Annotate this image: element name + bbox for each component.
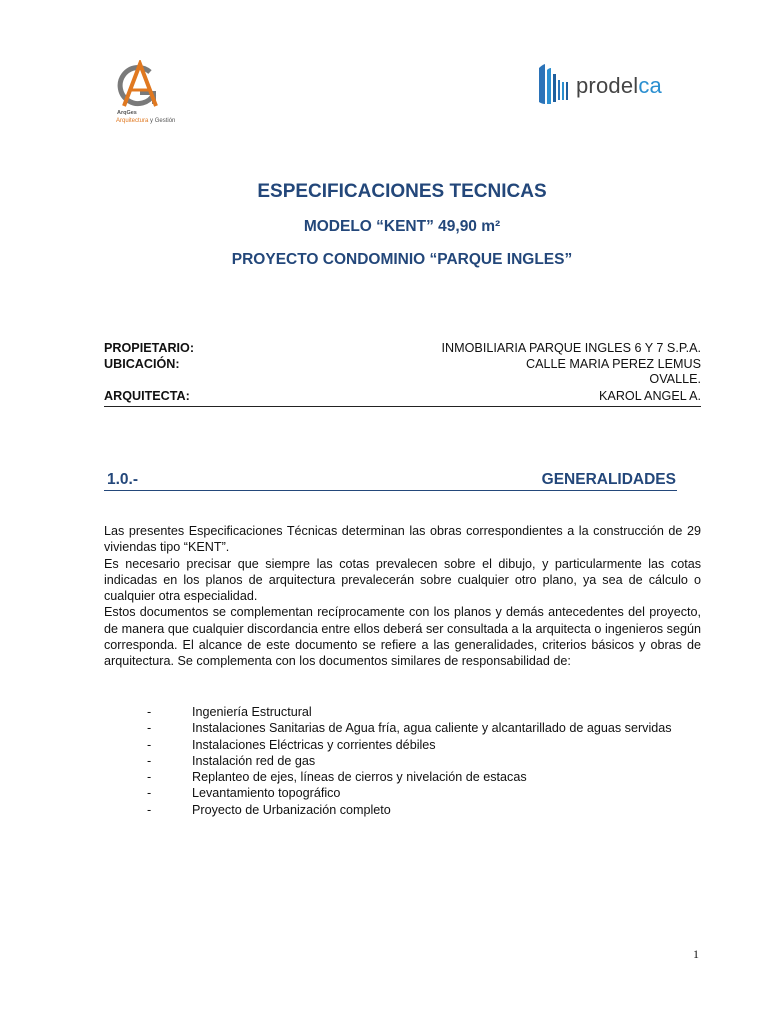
list-item bbox=[104, 753, 701, 769]
model-title: MODELO “KENT” 49,90 m² bbox=[303, 218, 501, 235]
list-item bbox=[104, 769, 701, 785]
info-row-architect bbox=[104, 389, 701, 407]
location-label: UBICACIÓN: bbox=[104, 356, 180, 371]
list-bullet: - bbox=[147, 705, 152, 719]
section-number: 1.0.- bbox=[107, 471, 139, 488]
location-value-line1: CALLE MARIA PEREZ LEMUS bbox=[526, 356, 701, 371]
prodelca-wordmark bbox=[576, 73, 662, 99]
arqges-logo bbox=[110, 60, 190, 135]
owner-label: PROPIETARIO: bbox=[104, 341, 195, 355]
prodelca-wordmark-a: prodel bbox=[576, 73, 639, 98]
list-item-text: Levantamiento topográfico bbox=[192, 786, 341, 801]
list-bullet: - bbox=[147, 786, 152, 801]
list-item-text: Proyecto de Urbanización completo bbox=[192, 802, 391, 817]
section-title: GENERALIDADES bbox=[541, 471, 676, 488]
list-bullet: - bbox=[147, 721, 152, 736]
list-item-text: Instalaciones Eléctricas y corrientes débiles bbox=[192, 737, 436, 752]
list-bullet: - bbox=[147, 802, 152, 817]
document-title: ESPECIFICACIONES TECNICAS bbox=[257, 181, 547, 202]
location-value-line2: OVALLE. bbox=[649, 372, 701, 386]
arqges-tagline bbox=[116, 118, 175, 124]
project-title: PROYECTO CONDOMINIO “PARQUE INGLES” bbox=[231, 251, 573, 268]
list-item-text: Replanteo de ejes, líneas de cierros y nivelación de estacas bbox=[192, 770, 527, 785]
list-item bbox=[104, 737, 701, 753]
info-row-location bbox=[104, 357, 701, 389]
page-number: 1 bbox=[693, 947, 699, 961]
architect-value: KAROL ANGEL A. bbox=[599, 388, 701, 403]
list-item bbox=[104, 720, 701, 736]
prodelca-bars-icon bbox=[536, 62, 574, 106]
list-item-text: Ingeniería Estructural bbox=[192, 705, 312, 719]
list-bullet: - bbox=[147, 753, 152, 768]
section-body bbox=[104, 523, 701, 670]
list-bullet: - bbox=[147, 770, 152, 785]
responsibility-list bbox=[104, 704, 701, 818]
list-item bbox=[104, 704, 701, 720]
list-bullet: - bbox=[147, 737, 152, 752]
prodelca-logo bbox=[536, 60, 686, 108]
arqges-tagline-a: Arquitectura bbox=[116, 118, 149, 124]
info-row-owner bbox=[104, 341, 701, 357]
list-item bbox=[104, 802, 701, 818]
paragraph: Las presentes Especificaciones Técnicas determinan las obras correspondientes a la construcción de 29 viviendas tipo “KENT”. bbox=[104, 524, 701, 555]
list-item-text: Instalaciones Sanitarias de Agua fría, agua caliente y alcantarillado de aguas servidas bbox=[192, 721, 672, 736]
architect-label: ARQUITECTA: bbox=[104, 388, 190, 403]
section-heading bbox=[104, 471, 677, 491]
list-item-text: Instalación red de gas bbox=[192, 753, 316, 768]
project-info-block bbox=[104, 341, 701, 407]
arqges-ag-monogram-icon bbox=[114, 60, 166, 110]
owner-value: INMOBILIARIA PARQUE INGLES 6 Y 7 S.P.A. bbox=[441, 341, 701, 355]
arqges-brand-name: ArqGes bbox=[117, 110, 137, 116]
location-value bbox=[526, 357, 701, 388]
arqges-tagline-b: y Gestión bbox=[148, 118, 176, 124]
paragraph: Estos documentos se complementan recíprocamente con los planos y demás antecedentes del proyecto, de manera que cualquier discordancia entre ellos deberá ser consultada a la arquitecta o ingenieros según corresponda. El alcance de este documento se refiere a las generalidades, criterios básicos y obras de arquitectura. Se complementa con los documentos similares de responsabilidad de: bbox=[104, 605, 701, 669]
prodelca-wordmark-b: ca bbox=[638, 73, 662, 98]
list-item bbox=[104, 785, 701, 801]
paragraph: Es necesario precisar que siempre las cotas prevalecen sobre el dibujo, y particularmente las cotas indicadas en los planos de arquitectura prevalecerán sobre cualquier otro plano, ya sea de cálculo o cualquier otra especialidad. bbox=[104, 556, 701, 604]
